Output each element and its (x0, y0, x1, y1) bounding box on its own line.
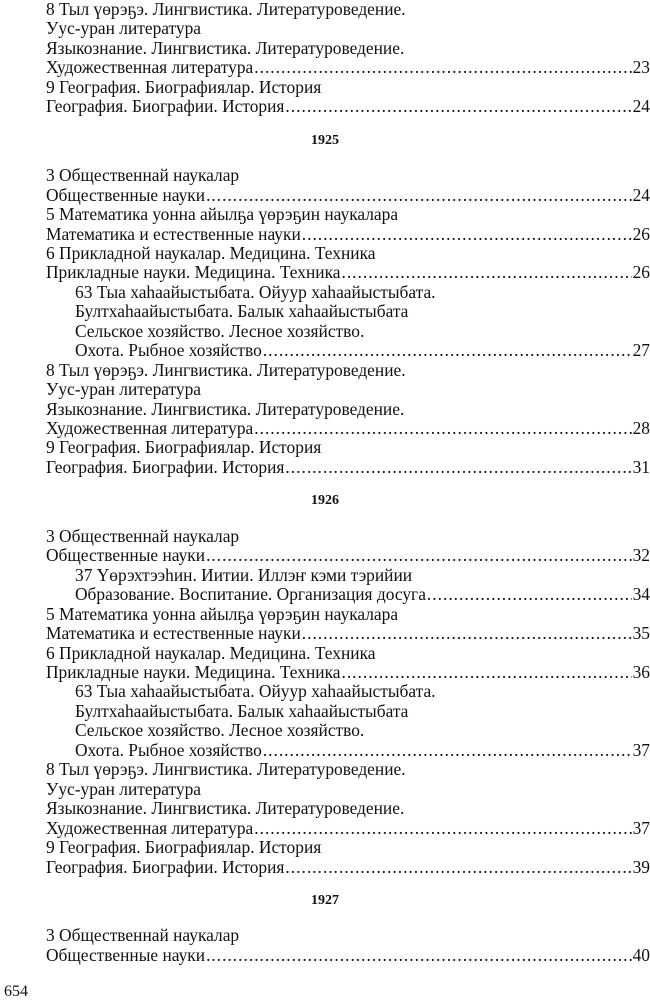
toc-page-number: 36 (632, 663, 650, 682)
text-line: 8 Тыл үөрэҕэ. Лингвистика. Литературоведение. (46, 760, 406, 780)
dot-leader (285, 858, 631, 877)
dot-leader (263, 741, 632, 760)
toc-entry (46, 546, 650, 565)
text-line: Сельское хозяйство. Лесное хозяйство. (75, 321, 365, 341)
dot-leader (206, 946, 632, 965)
toc-entry (46, 419, 650, 438)
text-line: Уус-уран литература (46, 380, 202, 400)
page-number: 654 (4, 983, 28, 1000)
toc-page-number: 24 (632, 185, 650, 205)
toc-entry-title: Прикладные науки. Медицина. Техника (46, 663, 341, 682)
text-line: 63 Тыа хаһаайыстыбата. Ойуур хаһаайыстыбата. (75, 682, 436, 702)
dot-leader (341, 663, 631, 682)
text-line: 6 Прикладной наукалар. Медицина. Техника (46, 243, 376, 263)
text-line: 3 Общественнай наукалар (46, 166, 240, 186)
text-line: Бултхаһаайыстыбата. Балык хаһаайыстыбата (75, 701, 409, 721)
year-heading: 1927 (311, 892, 339, 908)
text-line: Сельское хозяйство. Лесное хозяйство. (75, 721, 365, 741)
toc-entry-title: Охота. Рыбное хозяйство (75, 740, 262, 760)
year-heading: 1926 (311, 493, 339, 509)
toc-entry-title: Художественная литература (46, 818, 254, 838)
text-line: 3 Общественнай наукалар (46, 926, 240, 946)
toc-page-number: 31 (632, 457, 650, 477)
toc-page-number: 37 (632, 740, 650, 760)
text-line: Уус-уран литература (46, 19, 202, 39)
toc-entry (75, 585, 650, 604)
toc-entry-title: Образование. Воспитание. Организация досуга (75, 585, 426, 605)
text-line: Бултхаһаайыстыбата. Балык хаһаайыстыбата (75, 302, 409, 322)
dot-leader (254, 419, 631, 438)
text-line: 3 Общественнай наукалар (46, 526, 240, 546)
toc-entry-title: Охота. Рыбное хозяйство (75, 341, 262, 361)
toc-entry (46, 186, 650, 205)
dot-leader (254, 58, 631, 77)
text-line: Языкознание. Лингвистика. Литературоведение. (46, 38, 405, 58)
toc-entry (46, 624, 650, 643)
dot-leader (427, 585, 632, 604)
toc-entry-title: Общественные науки (46, 945, 206, 965)
toc-page-number: 26 (632, 224, 650, 244)
text-line: 9 География. Биографиялар. История (46, 77, 322, 97)
dot-leader (302, 225, 632, 244)
text-line: 9 География. Биографиялар. История (46, 838, 322, 857)
toc-entry-title: Математика и естественные науки (46, 624, 301, 644)
toc-page-number: 24 (632, 97, 650, 117)
toc-entry (46, 663, 650, 682)
text-line: 37 Үөрэхтээһин. Иитии. Иллэҥ кэми тэрийии (75, 565, 413, 585)
toc-page-number: 35 (632, 624, 650, 644)
toc-page-number: 37 (632, 818, 650, 838)
toc-page-number: 27 (632, 341, 650, 361)
toc-entry (75, 341, 650, 360)
toc-page-number: 34 (632, 585, 650, 605)
toc-entry (75, 741, 650, 760)
toc-page-number: 39 (632, 857, 650, 877)
toc-page-number: 32 (632, 546, 650, 566)
text-line: 5 Математика уонна айылҕа үөрэҕин наукалара (46, 604, 399, 624)
dot-leader (302, 624, 632, 643)
toc-entry-title: Математика и естественные науки (46, 224, 301, 244)
dot-leader (254, 819, 631, 838)
dot-leader (341, 263, 631, 282)
dot-leader (285, 97, 631, 116)
toc-page-number: 28 (632, 419, 650, 438)
text-line: Уус-уран литература (46, 779, 202, 799)
text-line: 5 Математика уонна айылҕа үөрэҕин наукалара (46, 205, 399, 224)
toc-entry-title: География. Биографии. История (46, 97, 285, 117)
toc-entry-title: Общественные науки (46, 185, 206, 205)
toc-entry (46, 858, 650, 877)
text-line: Языкознание. Лингвистика. Литературоведение. (46, 399, 405, 419)
year-heading: 1925 (311, 132, 339, 148)
toc-page-number: 40 (632, 945, 650, 965)
toc-entry-title: География. Биографии. История (46, 857, 285, 877)
text-line: 6 Прикладной наукалар. Медицина. Техника (46, 643, 376, 663)
toc-entry (46, 819, 650, 838)
toc-entry (46, 97, 650, 116)
text-line: Языкознание. Лингвистика. Литературоведение. (46, 799, 405, 819)
dot-leader (206, 546, 632, 565)
toc-entry (46, 458, 650, 477)
dot-leader (285, 458, 631, 477)
toc-entry (46, 58, 650, 77)
text-line: 8 Тыл үөрэҕэ. Лингвистика. Литературоведение. (46, 360, 406, 380)
toc-entry-title: География. Биографии. История (46, 457, 285, 477)
text-line: 9 География. Биографиялар. История (46, 438, 322, 458)
toc-entry (46, 946, 650, 965)
dot-leader (263, 341, 632, 360)
toc-entry (46, 263, 650, 282)
text-line: 8 Тыл үөрэҕэ. Лингвистика. Литературоведение. (46, 0, 406, 19)
text-line: 63 Тыа хаһаайыстыбата. Ойуур хаһаайыстыбата. (75, 282, 436, 302)
toc-page-number: 23 (632, 58, 650, 78)
toc-page-number: 26 (632, 263, 650, 283)
toc-entry-title: Прикладные науки. Медицина. Техника (46, 263, 341, 283)
toc-entry-title: Общественные науки (46, 546, 206, 566)
dot-leader (206, 186, 632, 205)
toc-entry-title: Художественная литература (46, 419, 254, 438)
toc-entry-title: Художественная литература (46, 58, 254, 78)
toc-entry (46, 225, 650, 244)
